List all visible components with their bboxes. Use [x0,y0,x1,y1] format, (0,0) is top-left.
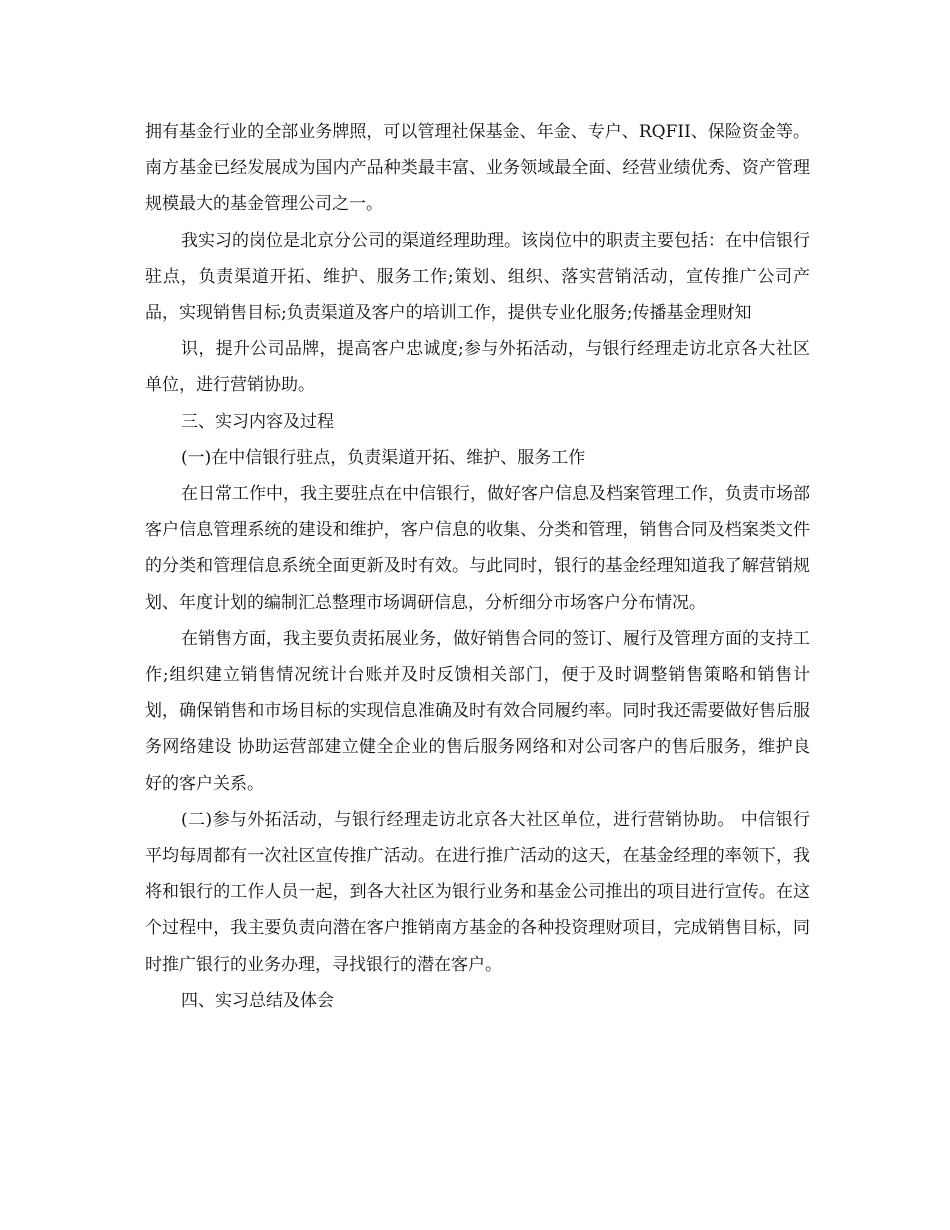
paragraph-daily-work: 在日常工作中，我主要驻点在中信银行，做好客户信息及档案管理工作，负责市场部客户信息管理系统的建设和维护，客户信息的收集、分类和管理，销售合同及档案类文件的分类和管理信息系统全面更新及时有效。与此同时，银行的基金经理知道我了解营销规划、年度计划的编制汇总整理市场调研信息，分析细分市场客户分布情况。 [145,484,810,613]
paragraph-company-licenses: 拥有基金行业的全部业务牌照，可以管理社保基金、年金、专户、RQFII、保险资金等。南方基金已经发展成为国内产品种类最丰富、业务领域最全面、经营业绩优秀、资产管理规模最大的基金管理公司之一。 [145,122,810,215]
paragraph-internship-position: 我实习的岗位是北京分公司的渠道经理助理。该岗位中的职责主要包括：在中信银行驻点，负责渠道开拓、维护、服务工作;策划、组织、落实营销活动，宣传推广公司产品，实现销售目标;负责渠道及客户的培训工作，提供专业化服务;传播基金理财知 [145,230,810,324]
paragraph-sales-work: 在销售方面，我主要负责拓展业务，做好销售合同的签订、履行及管理方面的支持工作;组织建立销售情况统计台账并及时反馈相关部门，便于及时调整销售策略和销售计划，确保销售和市场目标的实现信息准确及时有效合同履约率。同时我还需要做好售后服务网络建设 协助运营部建立健全企业的售后服务网络和对公司客户的售后服务，维护良好的客户关系。 [145,628,810,794]
subsection-heading-bank-station: (一)在中信银行驻点，负责渠道开拓、维护、服务工作 [181,447,586,468]
document-body [145,114,810,1019]
section-heading-summary: 四、实习总结及体会 [181,990,334,1011]
paragraph-outreach-activities: (二)参与外拓活动，与银行经理走访北京各大社区单位，进行营销协助。 中信银行平均每周都有一次社区宣传推广活动。在进行推广活动的这天，在基金经理的率领下，我将和银行的工作人员一起，到各大社区为银行业务和基金公司推出的项目进行宣传。在这个过程中，我主要负责向潜在客户推销南方基金的各种投资理财项目，完成销售目标，同时推广银行的业务办理，寻找银行的潜在客户。 [145,809,810,975]
section-heading-internship-content: 三、实习内容及过程 [181,411,334,432]
paragraph-position-duties-continued: 识，提升公司品牌，提高客户忠诚度;参与外拓活动，与银行经理走访北京各大社区单位，进行营销协助。 [145,339,810,396]
